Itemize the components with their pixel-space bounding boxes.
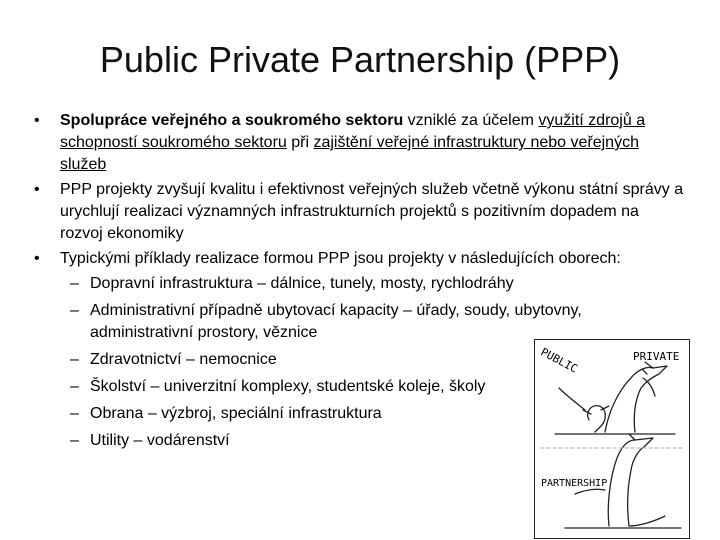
sub-item-text: Zdravotnictví – nemocnice bbox=[90, 351, 277, 368]
crocodile-jaw-bottom bbox=[629, 434, 635, 440]
sub-item-text: Administrativní případně ubytovací kapacity – úřady, soudy, ubytovny, administrativní prostory, věznice bbox=[90, 302, 582, 341]
sub-item-text: Dopravní infrastruktura – dálnice, tunely, mosty, rychlodráhy bbox=[90, 275, 514, 292]
small-figure-top bbox=[583, 406, 609, 432]
dash-marker: – bbox=[70, 405, 79, 422]
bullet-definition-text-2: při bbox=[286, 134, 314, 151]
bullet-definition-underlined-2: zajištění veřejné infrastruktury nebo veřejných služeb bbox=[60, 134, 639, 173]
crocodile-tail bbox=[629, 516, 665, 526]
crocodile-top bbox=[605, 366, 667, 432]
bullet-definition bbox=[34, 110, 684, 176]
bullet-examples-text: Typickými příklady realizace formou PPP jsou projekty v následujících oborech: bbox=[60, 250, 621, 267]
label-partnership: PARTNERSHIP bbox=[541, 478, 608, 489]
dash-marker: – bbox=[70, 378, 79, 395]
arrow-partnership bbox=[575, 489, 605, 494]
ppp-cartoon bbox=[534, 339, 690, 539]
bullet-benefits-text: PPP projekty zvyšují kvalitu i efektivnost veřejných služeb včetně výkonu státní správy a urychlují realizaci významných infrastrukturních projektů s pozitivním dopadem na rozvoj ekonomiky bbox=[60, 181, 684, 242]
sub-item-text: Školství – univerzitní komplexy, studentské koleje, školy bbox=[90, 378, 486, 395]
arrow-public bbox=[559, 388, 585, 410]
bullet-benefits bbox=[34, 179, 684, 245]
bullet-examples bbox=[34, 248, 684, 270]
dash-marker: – bbox=[70, 351, 79, 368]
sub-item-transport bbox=[34, 273, 684, 295]
bullet-dot: • bbox=[34, 112, 40, 129]
dash-marker: – bbox=[70, 302, 79, 319]
bullet-definition-underlined-1: využití zdrojů a schopností soukromého sektoru bbox=[60, 112, 646, 151]
sub-item-administrative bbox=[34, 300, 684, 344]
bullet-definition-text: vzniklé za účelem bbox=[403, 112, 539, 129]
sub-item-text: Utility – vodárenství bbox=[90, 432, 230, 449]
label-private: PRIVATE bbox=[633, 350, 680, 363]
dash-marker: – bbox=[70, 275, 79, 292]
dash-marker: – bbox=[70, 432, 79, 449]
bullet-definition-bold: Spolupráce veřejného a soukromého sektoru bbox=[60, 112, 404, 129]
bullet-dot: • bbox=[34, 181, 40, 198]
cartoon-drawing bbox=[535, 340, 689, 538]
label-public: PUBLIC bbox=[538, 345, 580, 376]
bullet-dot: • bbox=[34, 250, 40, 267]
slide-title: Public Private Partnership (PPP) bbox=[99, 39, 621, 80]
sub-item-text: Obrana – výzbroj, speciální infrastruktura bbox=[90, 405, 382, 422]
crocodile-bottom bbox=[608, 438, 653, 526]
